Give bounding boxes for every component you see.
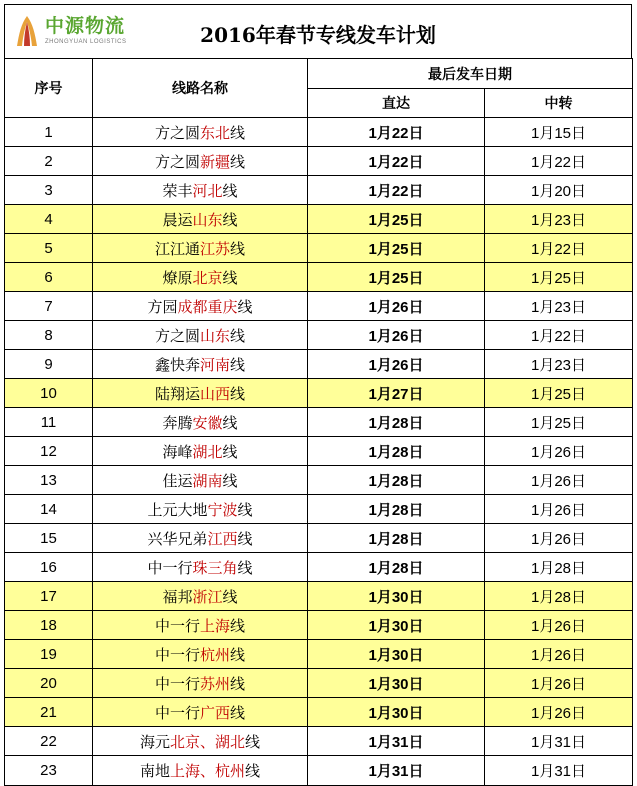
table-row [5,263,633,292]
line-suffix: 线 [245,732,261,751]
row-index: 6 [5,263,93,292]
row-line-name [93,698,308,727]
row-direct-date: 1月30日 [308,640,485,669]
schedule-sheet [4,4,632,786]
line-company: 中一行 [154,616,200,635]
line-company: 中一行 [154,703,200,722]
line-route: 杭州 [199,645,230,664]
line-route: 成都重庆 [177,297,238,316]
line-company: 鑫快奔 [154,355,200,374]
row-transfer-date: 1月23日 [485,205,633,234]
line-route: 北京、湖北 [169,732,245,751]
row-line-name [93,640,308,669]
line-suffix: 线 [230,239,246,258]
line-suffix: 线 [237,500,253,519]
line-company: 晨运 [162,210,193,229]
line-route: 河北 [192,181,223,200]
row-direct-date: 1月28日 [308,437,485,466]
row-direct-date: 1月31日 [308,756,485,786]
line-suffix: 线 [230,674,246,693]
row-transfer-date: 1月28日 [485,553,633,582]
row-transfer-date: 1月15日 [485,118,633,147]
table-row [5,234,633,263]
line-suffix: 线 [245,762,261,780]
table-row [5,553,633,582]
logo-name-cn: 中源物流 [45,15,126,37]
line-suffix: 线 [222,442,238,461]
row-index: 19 [5,640,93,669]
row-line-name [93,408,308,437]
table-row [5,582,633,611]
header-transfer: 中转 [485,89,633,118]
line-route: 山东 [192,210,223,229]
row-transfer-date: 1月26日 [485,698,633,727]
line-route: 江西 [207,529,238,548]
header-direct: 直达 [308,89,485,118]
row-index: 7 [5,292,93,321]
row-transfer-date: 1月26日 [485,669,633,698]
table-row [5,727,633,756]
row-index: 14 [5,495,93,524]
row-line-name [93,379,308,408]
row-index: 21 [5,698,93,727]
row-line-name [93,234,308,263]
row-transfer-date: 1月25日 [485,379,633,408]
line-company: 方园 [147,297,178,316]
row-direct-date: 1月25日 [308,263,485,292]
row-line-name [93,495,308,524]
row-direct-date: 1月25日 [308,205,485,234]
row-index: 18 [5,611,93,640]
table-row [5,292,633,321]
table-row [5,466,633,495]
line-suffix: 线 [237,529,253,548]
table-row [5,147,633,176]
table-row [5,437,633,466]
row-index: 9 [5,350,93,379]
row-transfer-date: 1月25日 [485,263,633,292]
line-suffix: 线 [237,558,253,577]
line-suffix: 线 [230,152,246,171]
table-row [5,756,633,786]
table-row [5,640,633,669]
line-suffix: 线 [230,703,246,722]
table-row [5,176,633,205]
row-direct-date: 1月27日 [308,379,485,408]
table-row [5,669,633,698]
row-direct-date: 1月26日 [308,350,485,379]
row-direct-date: 1月30日 [308,698,485,727]
row-line-name [93,118,308,147]
line-company: 中一行 [147,558,193,577]
page-title: 2016年春节专线发车计划 [200,23,436,47]
row-line-name [93,582,308,611]
line-company: 海峰 [162,442,193,461]
row-line-name [93,466,308,495]
line-suffix: 线 [230,123,246,142]
line-company: 福邦 [162,587,193,606]
row-line-name [93,176,308,205]
table-row [5,524,633,553]
table-row [5,408,633,437]
line-route: 北京 [192,268,223,287]
line-company: 上元大地 [147,500,208,519]
table-row [5,350,633,379]
line-suffix: 线 [230,326,246,345]
row-line-name [93,669,308,698]
line-company: 陆翔运 [154,384,200,403]
line-suffix: 线 [230,645,246,664]
row-index: 12 [5,437,93,466]
row-direct-date: 1月26日 [308,321,485,350]
header-last-departure: 最后发车日期 [308,59,633,89]
row-line-name [93,611,308,640]
schedule-rows [5,118,633,786]
line-company: 兴华兄弟 [147,529,208,548]
line-suffix: 线 [222,471,238,490]
row-direct-date: 1月22日 [308,147,485,176]
row-transfer-date: 1月26日 [485,640,633,669]
line-suffix: 线 [222,181,238,200]
row-transfer-date: 1月31日 [485,727,633,756]
row-line-name [93,756,308,786]
line-company: 方之圆 [154,123,200,142]
line-route: 广西 [199,703,230,722]
row-index: 3 [5,176,93,205]
header-line-name: 线路名称 [93,59,308,118]
row-line-name [93,727,308,756]
table-row [5,495,633,524]
header-index: 序号 [5,59,93,118]
line-route: 河南 [199,355,230,374]
table-row [5,321,633,350]
row-direct-date: 1月28日 [308,553,485,582]
row-direct-date: 1月26日 [308,292,485,321]
row-transfer-date: 1月22日 [485,321,633,350]
row-transfer-date: 1月26日 [485,466,633,495]
row-direct-date: 1月30日 [308,582,485,611]
row-line-name [93,553,308,582]
table-row [5,611,633,640]
line-route: 浙江 [192,587,223,606]
row-transfer-date: 1月26日 [485,611,633,640]
row-index: 22 [5,727,93,756]
row-index: 8 [5,321,93,350]
line-company: 海元 [139,732,170,751]
line-company: 荣丰 [162,181,193,200]
line-route: 江苏 [199,239,230,258]
line-company: 奔腾 [162,413,193,432]
row-transfer-date: 1月25日 [485,408,633,437]
table-row [5,698,633,727]
line-suffix: 线 [222,413,238,432]
row-direct-date: 1月28日 [308,408,485,437]
row-line-name [93,350,308,379]
row-direct-date: 1月28日 [308,495,485,524]
row-index: 13 [5,466,93,495]
row-transfer-date: 1月31日 [485,756,633,786]
line-route: 湖南 [192,471,223,490]
line-company: 南地 [139,762,170,780]
line-route: 山西 [199,384,230,403]
line-company: 江江通 [154,239,200,258]
line-route: 上海、杭州 [169,762,245,780]
row-transfer-date: 1月22日 [485,234,633,263]
line-suffix: 线 [237,297,253,316]
line-route: 苏州 [199,674,230,693]
line-route: 湖北 [192,442,223,461]
row-line-name [93,263,308,292]
row-line-name [93,292,308,321]
line-route: 安徽 [192,413,223,432]
row-index: 20 [5,669,93,698]
line-company: 燎原 [162,268,193,287]
line-suffix: 线 [230,616,246,635]
row-transfer-date: 1月26日 [485,495,633,524]
row-direct-date: 1月22日 [308,118,485,147]
line-suffix: 线 [230,384,246,403]
schedule-table [4,58,633,786]
line-route: 山东 [199,326,230,345]
row-transfer-date: 1月20日 [485,176,633,205]
row-index: 4 [5,205,93,234]
line-company: 方之圆 [154,152,200,171]
row-transfer-date: 1月26日 [485,524,633,553]
row-transfer-date: 1月22日 [485,147,633,176]
row-line-name [93,524,308,553]
row-index: 1 [5,118,93,147]
row-line-name [93,437,308,466]
line-suffix: 线 [222,210,238,229]
row-index: 5 [5,234,93,263]
row-line-name [93,205,308,234]
row-direct-date: 1月30日 [308,611,485,640]
row-index: 17 [5,582,93,611]
row-direct-date: 1月22日 [308,176,485,205]
line-route: 东北 [199,123,230,142]
table-row [5,379,633,408]
row-transfer-date: 1月26日 [485,437,633,466]
line-company: 佳运 [162,471,193,490]
line-suffix: 线 [222,587,238,606]
row-index: 2 [5,147,93,176]
line-company: 中一行 [154,674,200,693]
table-row [5,118,633,147]
row-line-name [93,321,308,350]
line-company: 方之圆 [154,326,200,345]
row-index: 23 [5,756,93,786]
line-route: 宁波 [207,500,238,519]
row-index: 16 [5,553,93,582]
row-direct-date: 1月25日 [308,234,485,263]
row-direct-date: 1月28日 [308,466,485,495]
line-route: 珠三角 [192,558,238,577]
line-suffix: 线 [222,268,238,287]
row-direct-date: 1月31日 [308,727,485,756]
row-direct-date: 1月30日 [308,669,485,698]
line-suffix: 线 [230,355,246,374]
line-route: 上海 [199,616,230,635]
row-index: 10 [5,379,93,408]
row-transfer-date: 1月23日 [485,350,633,379]
row-transfer-date: 1月28日 [485,582,633,611]
row-index: 11 [5,408,93,437]
table-row [5,205,633,234]
row-line-name [93,147,308,176]
row-direct-date: 1月28日 [308,524,485,553]
line-company: 中一行 [154,645,200,664]
row-index: 15 [5,524,93,553]
sheet-header [4,4,632,58]
line-route: 新疆 [199,152,230,171]
row-transfer-date: 1月23日 [485,292,633,321]
logo-name-en: ZHONGYUAN LOGISTICS [45,39,127,45]
